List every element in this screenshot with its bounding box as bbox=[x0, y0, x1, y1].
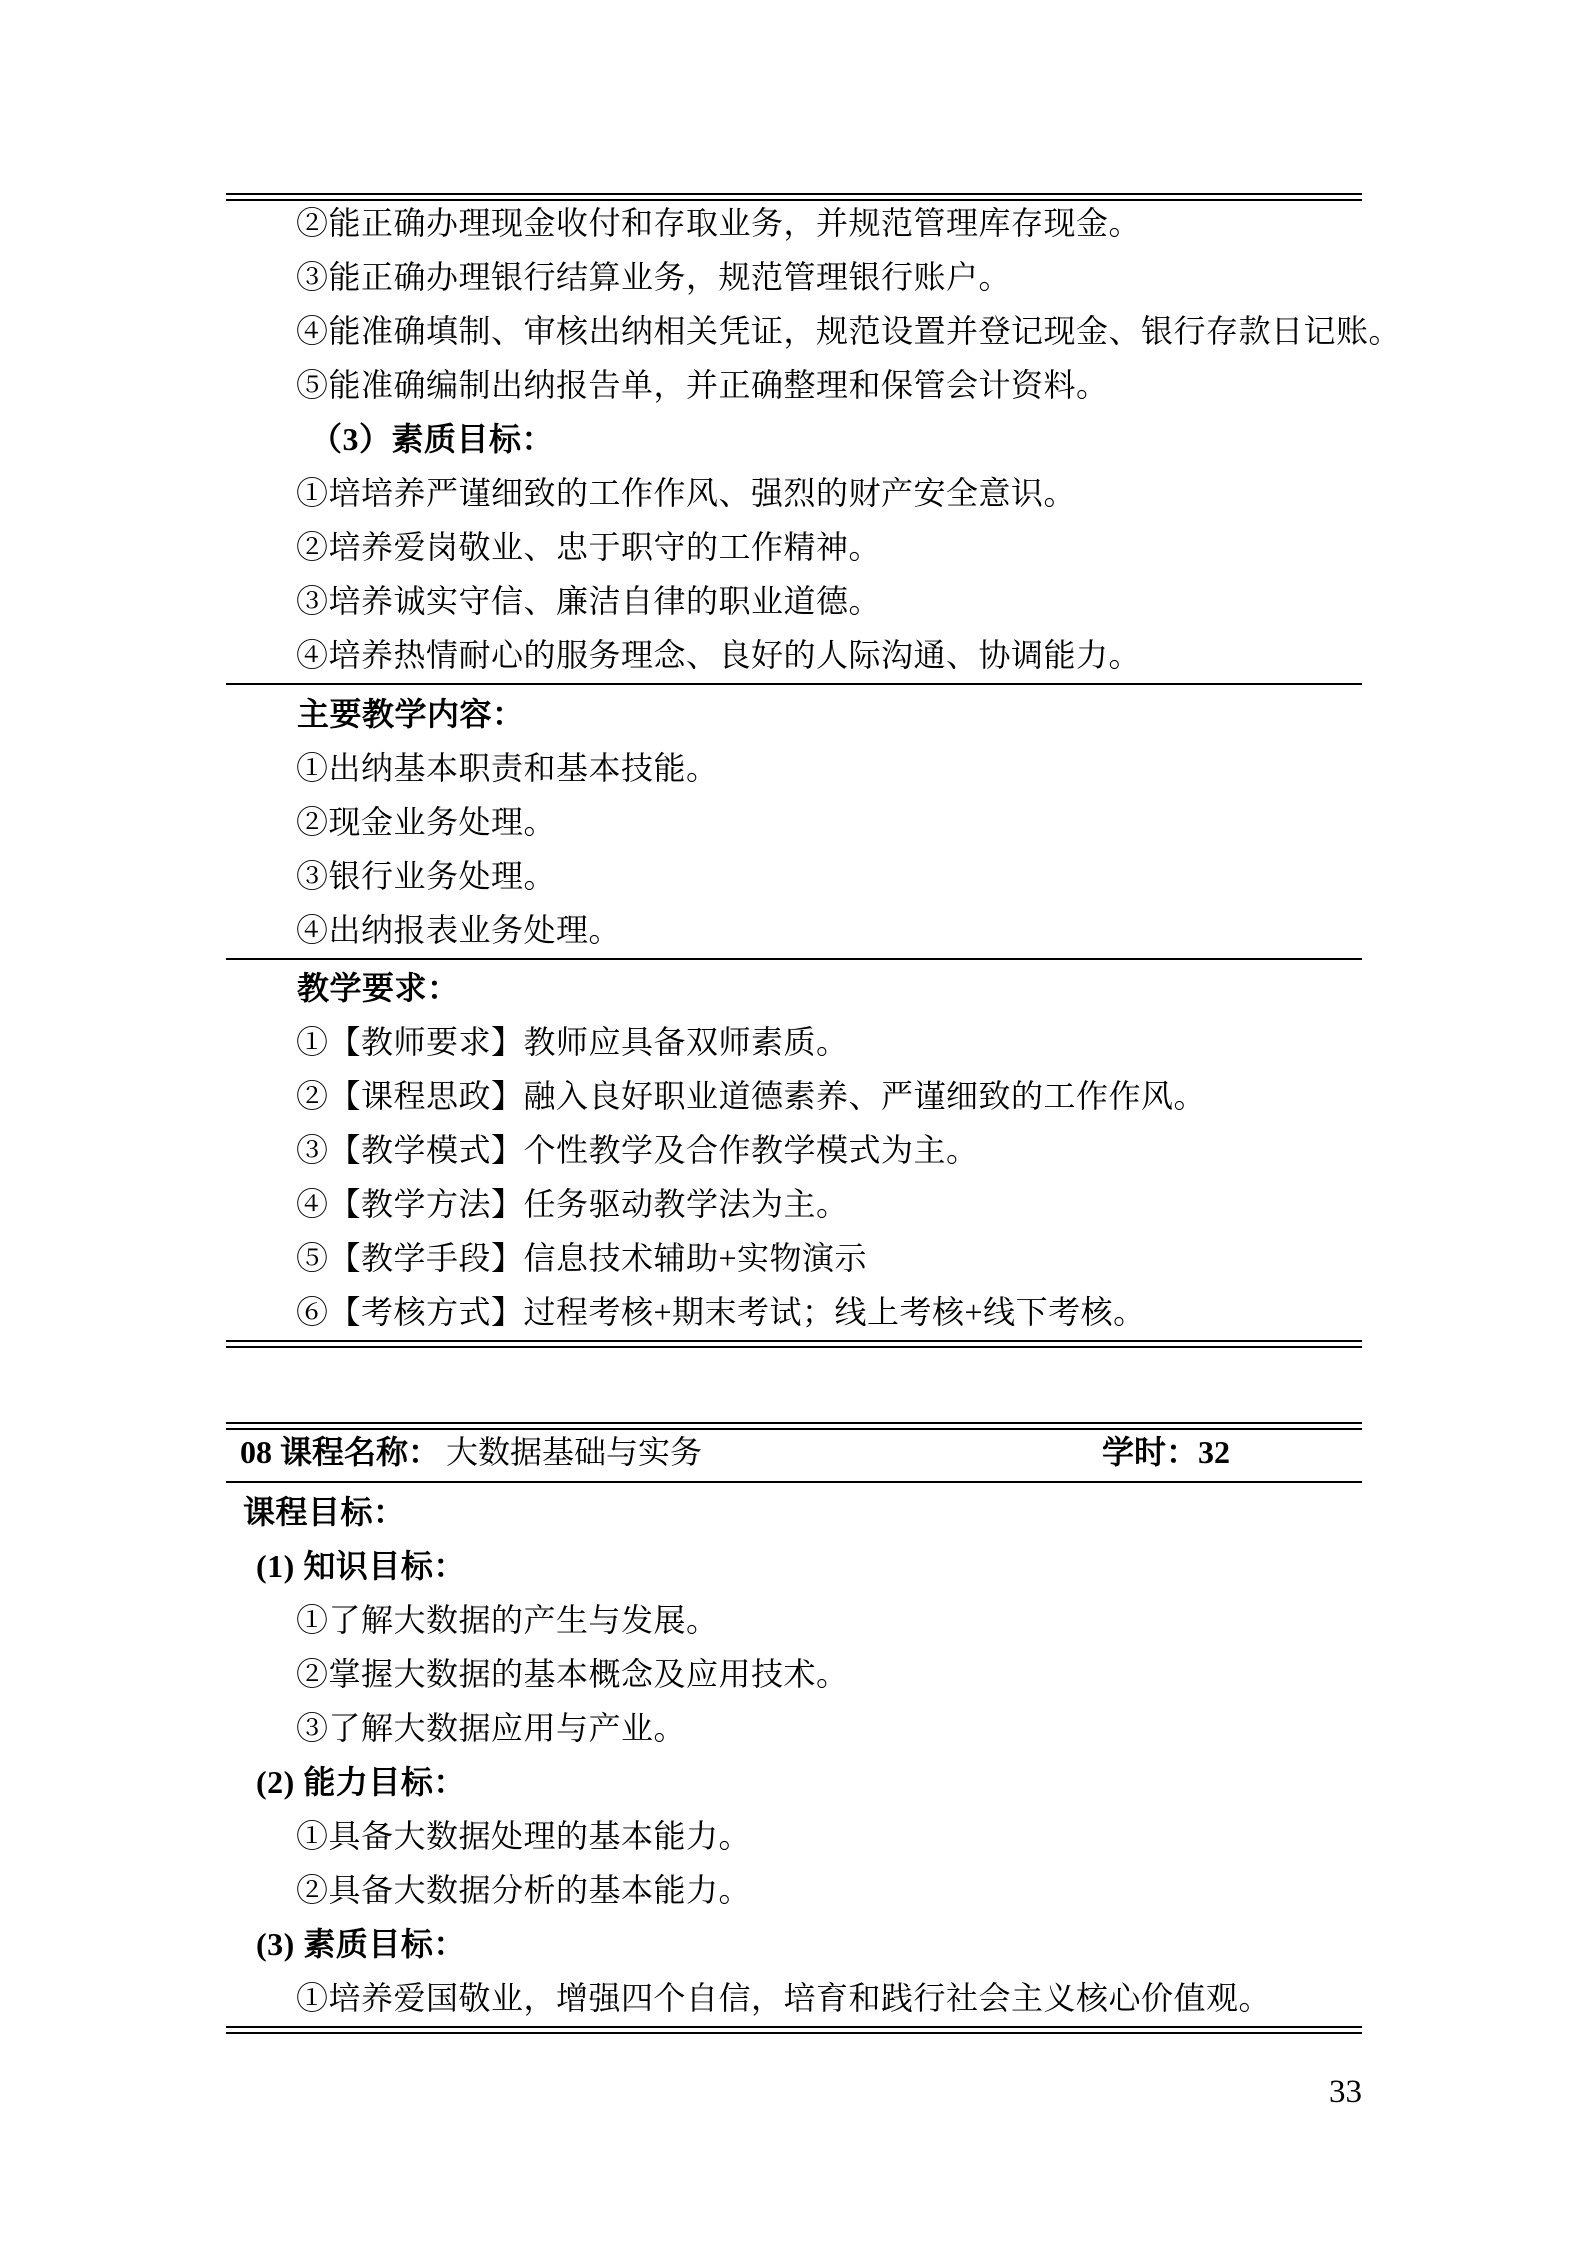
requirement-item: ③【教学模式】个性教学及合作教学模式为主。 bbox=[296, 1132, 979, 1168]
content-item: ②现金业务处理。 bbox=[296, 804, 557, 840]
requirement-item: ①【教师要求】教师应具备双师素质。 bbox=[296, 1024, 849, 1060]
quality-item: ①培培养严谨细致的工作作风、强烈的财产安全意识。 bbox=[296, 475, 1077, 511]
knowledge-item: ①了解大数据的产生与发展。 bbox=[296, 1602, 719, 1638]
section-ability-quality bbox=[226, 196, 1402, 682]
table1-bottom-double-rule bbox=[226, 1340, 1362, 1348]
content-item: ①出纳基本职责和基本技能。 bbox=[296, 750, 719, 786]
quality-item: ②培养爱岗敬业、忠于职守的工作精神。 bbox=[296, 529, 882, 565]
content-item: ③银行业务处理。 bbox=[296, 858, 557, 894]
requirement-item: ⑥【考核方式】过程考核+期末考试；线上考核+线下考核。 bbox=[296, 1294, 1146, 1330]
ability-item: ④能准确填制、审核出纳相关凭证，规范设置并登记现金、银行存款日记账。 bbox=[296, 313, 1402, 349]
course-name: 大数据基础与实务 bbox=[446, 1434, 703, 1470]
quality-objectives-header: (3) 素质目标： bbox=[256, 1926, 466, 1962]
ability-item: ②具备大数据分析的基本能力。 bbox=[296, 1872, 752, 1908]
course-08-header-row bbox=[226, 1424, 1362, 1480]
ability-item: ①具备大数据处理的基本能力。 bbox=[296, 1818, 752, 1854]
ability-objectives-header: (2) 能力目标： bbox=[256, 1764, 466, 1800]
course-number-label: 08 课程名称： bbox=[240, 1434, 441, 1470]
knowledge-objectives-header: (1) 知识目标： bbox=[256, 1548, 466, 1584]
section-rule-1 bbox=[226, 683, 1362, 685]
ability-item: ③能正确办理银行结算业务，规范管理银行账户。 bbox=[296, 259, 1012, 295]
knowledge-item: ③了解大数据应用与产业。 bbox=[296, 1710, 687, 1746]
course-hours: 学时：32 bbox=[1102, 1434, 1231, 1470]
quality-item: ①培养爱国敬业，增强四个自信，培育和践行社会主义核心价值观。 bbox=[296, 1980, 1272, 2016]
quality-item: ③培养诚实守信、廉洁自律的职业道德。 bbox=[296, 583, 882, 619]
section-course-08-objectives bbox=[226, 1485, 1362, 2025]
page-number: 33 bbox=[1329, 2074, 1362, 2110]
teaching-content-header: 主要教学内容： bbox=[297, 696, 525, 732]
requirement-item: ②【课程思政】融入良好职业道德素养、严谨细致的工作作风。 bbox=[296, 1078, 1207, 1114]
section-teaching-content bbox=[226, 687, 1362, 957]
requirement-item: ⑤【教学手段】信息技术辅助+实物演示 bbox=[296, 1240, 868, 1276]
knowledge-item: ②掌握大数据的基本概念及应用技术。 bbox=[296, 1656, 849, 1692]
section-teaching-requirements bbox=[226, 961, 1362, 1339]
course-row-rule bbox=[226, 1481, 1362, 1483]
teaching-requirements-header: 教学要求： bbox=[297, 970, 460, 1006]
table2-bottom-double-rule bbox=[226, 2026, 1362, 2034]
content-item: ④出纳报表业务处理。 bbox=[296, 912, 622, 948]
quality-item: ④培养热情耐心的服务理念、良好的人际沟通、协调能力。 bbox=[296, 637, 1142, 673]
ability-item: ②能正确办理现金收付和存取业务，并规范管理库存现金。 bbox=[296, 205, 1142, 241]
section-rule-2 bbox=[226, 958, 1362, 960]
requirement-item: ④【教学方法】任务驱动教学法为主。 bbox=[296, 1186, 849, 1222]
course-objectives-header: 课程目标： bbox=[243, 1494, 406, 1530]
ability-item: ⑤能准确编制出纳报告单，并正确整理和保管会计资料。 bbox=[296, 367, 1109, 403]
quality-objectives-header: （3）素质目标： bbox=[310, 421, 555, 457]
